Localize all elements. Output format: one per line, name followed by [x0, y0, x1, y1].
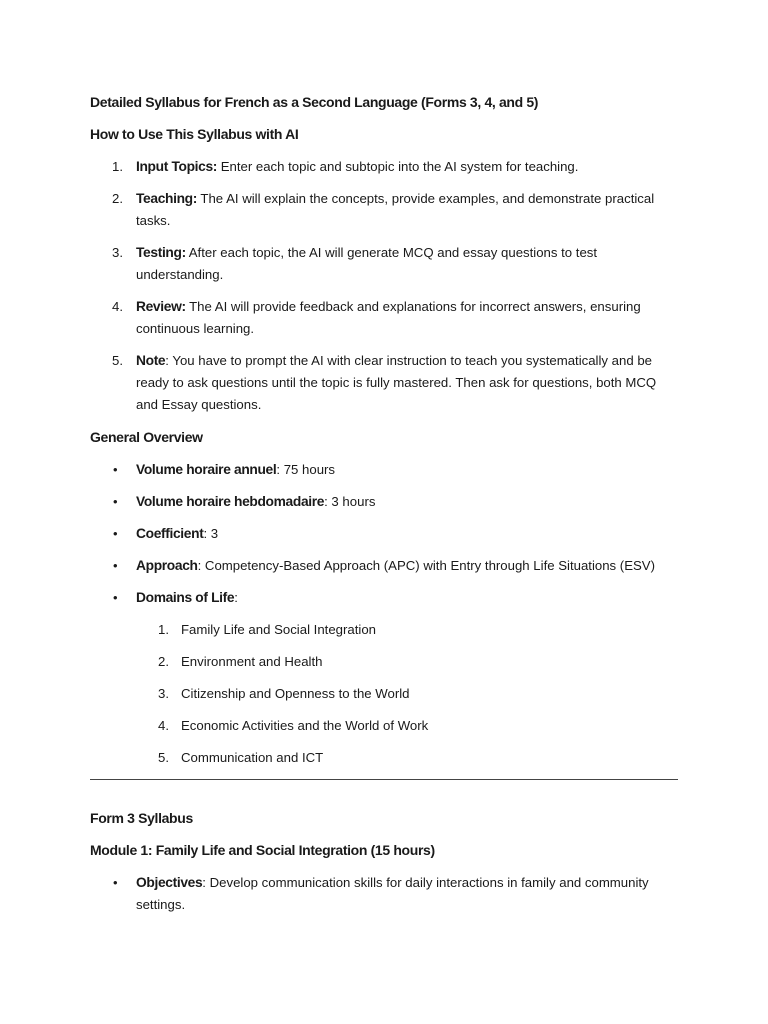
domain-item	[136, 683, 678, 705]
how-to-use-heading: How to Use This Syllabus with AI	[90, 126, 299, 142]
list-item	[90, 350, 678, 416]
list-number: 2.	[112, 191, 123, 206]
bullet-icon: •	[113, 558, 118, 573]
bullet-icon: •	[113, 526, 118, 541]
how-to-use-list	[90, 156, 678, 416]
list-number: 4.	[112, 299, 123, 314]
list-item	[90, 523, 678, 545]
bullet-icon: •	[113, 494, 118, 509]
list-text: Enter each topic and subtopic into the AI system for teaching.	[217, 159, 579, 174]
list-term: Volume horaire hebdomadaire	[136, 494, 325, 509]
list-text: : You have to prompt the AI with clear instruction to teach you systematically and be ready to ask questions until the topic is fully mastered. Then ask for questions, both MCQ and Essay questions.	[136, 353, 657, 412]
list-number: 4.	[158, 718, 169, 733]
list-item	[90, 555, 678, 577]
domain-item	[136, 619, 678, 641]
list-text: : 3	[203, 526, 219, 541]
domain-text: Environment and Health	[181, 654, 323, 669]
domain-text: Family Life and Social Integration	[181, 622, 376, 637]
module1-heading: Module 1: Family Life and Social Integration (15 hours)	[90, 842, 435, 858]
list-text: : 75 hours	[276, 462, 336, 477]
list-number: 3.	[112, 245, 123, 260]
list-number: 1.	[112, 159, 123, 174]
list-text: The AI will explain the concepts, provide examples, and demonstrate practical tasks.	[136, 191, 655, 228]
list-term: Objectives	[136, 875, 203, 890]
list-term: Volume horaire annuel	[136, 462, 277, 477]
list-item	[90, 872, 678, 916]
domain-item	[136, 747, 678, 769]
list-text: :	[234, 590, 238, 605]
horizontal-divider	[90, 779, 678, 780]
list-term: Testing:	[136, 245, 186, 260]
list-term: Domains of Life	[136, 590, 235, 605]
list-item	[90, 188, 678, 232]
domain-text: Citizenship and Openness to the World	[181, 686, 410, 701]
bullet-icon: •	[113, 590, 118, 605]
bullet-icon: •	[113, 875, 118, 890]
list-text: After each topic, the AI will generate MCQ and essay questions to test understanding.	[136, 245, 598, 282]
list-term: Review:	[136, 299, 186, 314]
list-text: : Develop communication skills for daily interactions in family and community settings.	[136, 875, 649, 912]
list-number: 3.	[158, 686, 169, 701]
list-item	[90, 459, 678, 481]
list-term: Teaching:	[136, 191, 197, 206]
domains-list	[136, 619, 678, 769]
list-number: 2.	[158, 654, 169, 669]
document-page	[90, 92, 678, 926]
list-text: The AI will provide feedback and explanations for incorrect answers, ensuring continuous learning.	[136, 299, 641, 336]
overview-list	[90, 459, 678, 769]
general-overview-heading: General Overview	[90, 429, 203, 445]
list-item	[90, 491, 678, 513]
domain-text: Economic Activities and the World of Work	[181, 718, 429, 733]
form3-heading: Form 3 Syllabus	[90, 810, 193, 826]
list-term: Approach	[136, 558, 198, 573]
list-number: 5.	[112, 353, 123, 368]
list-term: Coefficient	[136, 526, 204, 541]
list-term: Input Topics:	[136, 159, 218, 174]
list-item	[90, 156, 678, 178]
list-item	[90, 296, 678, 340]
list-text: : Competency-Based Approach (APC) with Entry through Life Situations (ESV)	[197, 558, 655, 573]
list-item	[90, 242, 678, 286]
list-term: Note	[136, 353, 166, 368]
list-number: 1.	[158, 622, 169, 637]
bullet-icon: •	[113, 462, 118, 477]
domain-item	[136, 715, 678, 737]
list-number: 5.	[158, 750, 169, 765]
module1-list	[90, 872, 678, 916]
domain-item	[136, 651, 678, 673]
domain-text: Communication and ICT	[181, 750, 324, 765]
document-title: Detailed Syllabus for French as a Second Language (Forms 3, 4, and 5)	[90, 94, 539, 110]
list-item	[90, 587, 678, 769]
list-text: : 3 hours	[324, 494, 376, 509]
